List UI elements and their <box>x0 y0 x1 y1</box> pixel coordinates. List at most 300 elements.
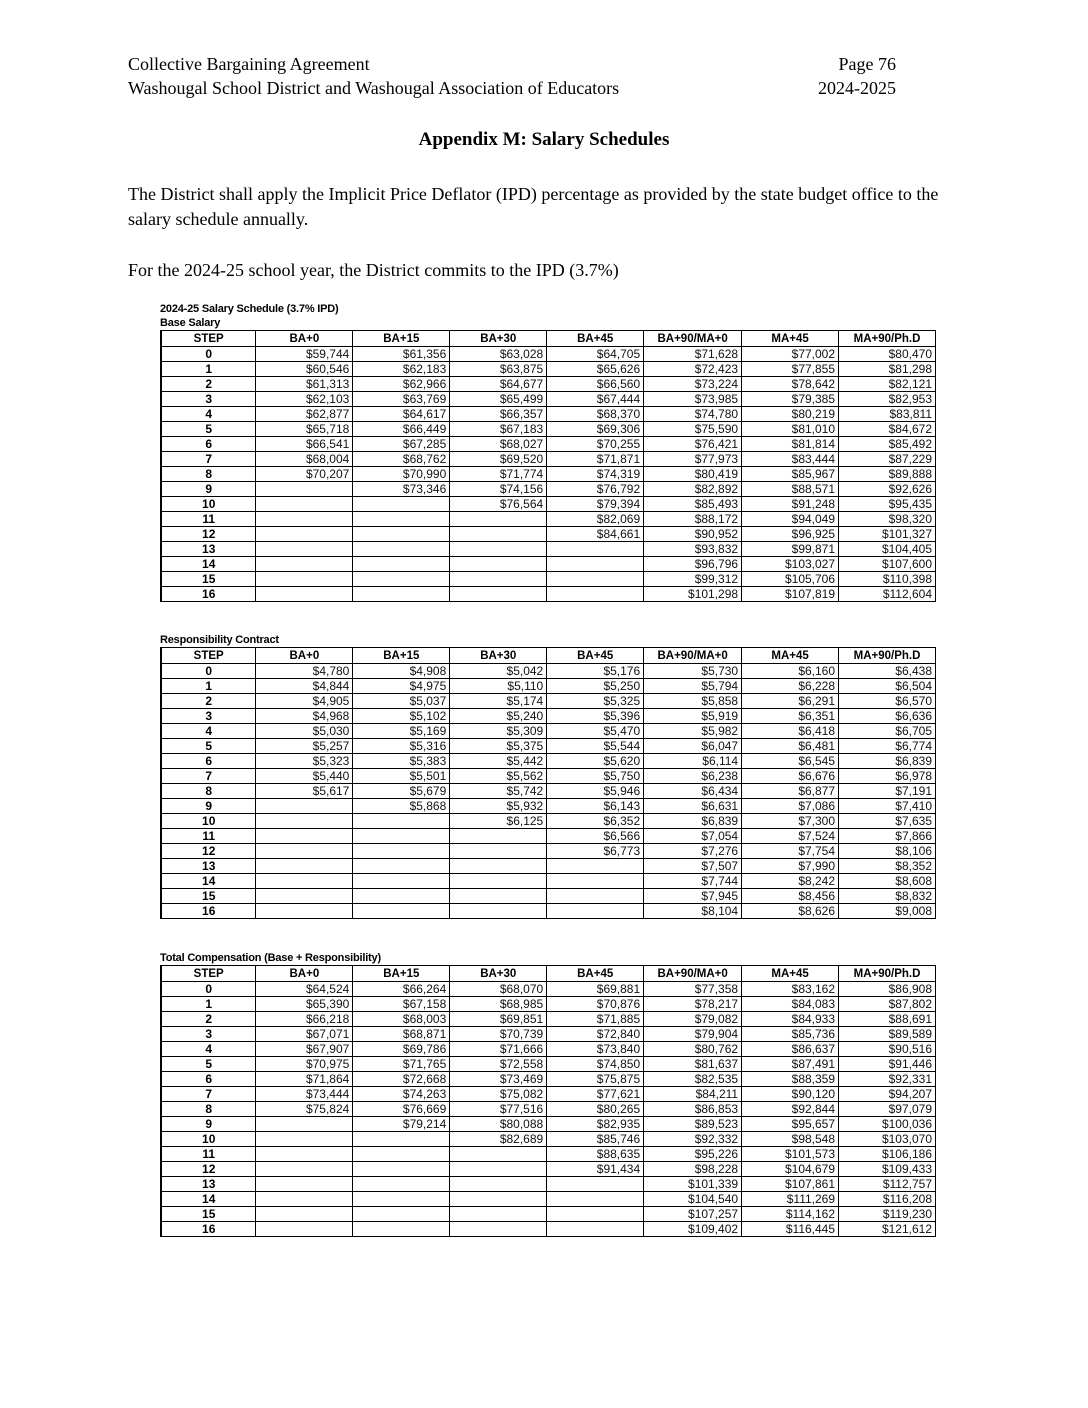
salary-cell: $95,435 <box>839 497 936 512</box>
salary-cell <box>450 904 547 919</box>
salary-cell <box>256 1207 353 1222</box>
salary-cell: $119,230 <box>839 1207 936 1222</box>
salary-cell: $6,481 <box>742 739 839 754</box>
column-header: MA+45 <box>742 648 839 664</box>
salary-cell: $64,677 <box>450 377 547 392</box>
salary-cell <box>256 482 353 497</box>
salary-cell: $4,975 <box>353 679 450 694</box>
salary-cell: $76,421 <box>644 437 742 452</box>
salary-cell: $5,396 <box>547 709 644 724</box>
table-row <box>161 859 936 874</box>
salary-cell: $72,668 <box>353 1072 450 1087</box>
salary-cell: $74,780 <box>644 407 742 422</box>
salary-cell: $67,907 <box>256 1042 353 1057</box>
table-row <box>161 1102 936 1117</box>
salary-cell: $107,861 <box>742 1177 839 1192</box>
salary-cell: $5,794 <box>644 679 742 694</box>
salary-cell: $73,224 <box>644 377 742 392</box>
salary-cell: $94,207 <box>839 1087 936 1102</box>
salary-cell <box>353 1177 450 1192</box>
header-parties: Washougal School District and Washougal Association of Educators <box>128 78 620 98</box>
column-header: BA+90/MA+0 <box>644 966 742 982</box>
table-row <box>161 542 936 557</box>
salary-cell: $5,383 <box>353 754 450 769</box>
salary-cell: $73,840 <box>547 1042 644 1057</box>
salary-cell: $5,240 <box>450 709 547 724</box>
salary-cell: $85,493 <box>644 497 742 512</box>
salary-cell: $4,908 <box>353 664 450 679</box>
responsibility-contract-schedule <box>160 633 936 919</box>
column-header: BA+15 <box>353 966 450 982</box>
salary-cell: $61,313 <box>256 377 353 392</box>
salary-cell: $77,358 <box>644 982 742 997</box>
step-cell: 13 <box>161 542 256 557</box>
column-header: BA+15 <box>353 648 450 664</box>
salary-cell: $88,691 <box>839 1012 936 1027</box>
table-row <box>161 844 936 859</box>
salary-cell: $6,631 <box>644 799 742 814</box>
step-cell: 2 <box>161 377 256 392</box>
salary-cell <box>256 829 353 844</box>
salary-cell <box>353 1147 450 1162</box>
table-row <box>161 1162 936 1177</box>
table-row <box>161 679 936 694</box>
salary-cell: $5,257 <box>256 739 353 754</box>
column-header: MA+90/Ph.D <box>839 966 936 982</box>
salary-cell: $89,589 <box>839 1027 936 1042</box>
salary-cell: $90,516 <box>839 1042 936 1057</box>
column-header: MA+45 <box>742 331 839 347</box>
salary-cell: $79,082 <box>644 1012 742 1027</box>
salary-cell: $6,228 <box>742 679 839 694</box>
salary-cell: $5,375 <box>450 739 547 754</box>
salary-cell: $85,967 <box>742 467 839 482</box>
salary-cell: $60,546 <box>256 362 353 377</box>
salary-cell: $65,718 <box>256 422 353 437</box>
salary-cell: $86,908 <box>839 982 936 997</box>
salary-cell <box>450 572 547 587</box>
salary-cell: $6,570 <box>839 694 936 709</box>
salary-cell: $82,535 <box>644 1072 742 1087</box>
salary-cell: $84,211 <box>644 1087 742 1102</box>
salary-cell <box>547 859 644 874</box>
salary-cell <box>450 1147 547 1162</box>
salary-cell <box>450 889 547 904</box>
salary-cell: $101,573 <box>742 1147 839 1162</box>
step-cell: 8 <box>161 467 256 482</box>
salary-cell: $80,219 <box>742 407 839 422</box>
salary-cell: $67,285 <box>353 437 450 452</box>
table-row <box>161 1177 936 1192</box>
salary-cell: $79,214 <box>353 1117 450 1132</box>
salary-cell <box>256 904 353 919</box>
salary-cell <box>450 527 547 542</box>
salary-cell <box>450 874 547 889</box>
step-cell: 10 <box>161 1132 256 1147</box>
salary-cell <box>547 1222 644 1237</box>
table-row <box>161 1207 936 1222</box>
salary-cell: $5,544 <box>547 739 644 754</box>
table-header-row <box>161 966 936 982</box>
salary-cell: $5,176 <box>547 664 644 679</box>
step-cell: 1 <box>161 997 256 1012</box>
salary-cell: $5,750 <box>547 769 644 784</box>
salary-cell: $116,208 <box>839 1192 936 1207</box>
salary-cell <box>256 1192 353 1207</box>
salary-cell: $62,103 <box>256 392 353 407</box>
step-cell: 3 <box>161 709 256 724</box>
salary-cell: $61,356 <box>353 347 450 362</box>
salary-cell <box>353 542 450 557</box>
column-header: MA+90/Ph.D <box>839 331 936 347</box>
step-cell: 7 <box>161 452 256 467</box>
column-header: BA+90/MA+0 <box>644 331 742 347</box>
table-row <box>161 437 936 452</box>
salary-cell: $73,346 <box>353 482 450 497</box>
salary-cell: $63,028 <box>450 347 547 362</box>
salary-cell: $6,774 <box>839 739 936 754</box>
salary-cell: $7,191 <box>839 784 936 799</box>
salary-cell <box>450 557 547 572</box>
salary-cell: $6,705 <box>839 724 936 739</box>
salary-cell: $67,071 <box>256 1027 353 1042</box>
table-row <box>161 754 936 769</box>
salary-cell: $85,746 <box>547 1132 644 1147</box>
table-row <box>161 452 936 467</box>
salary-cell: $109,402 <box>644 1222 742 1237</box>
table-row <box>161 739 936 754</box>
salary-cell: $81,298 <box>839 362 936 377</box>
salary-cell: $73,444 <box>256 1087 353 1102</box>
salary-cell <box>256 1162 353 1177</box>
column-header: MA+45 <box>742 966 839 982</box>
salary-cell <box>256 859 353 874</box>
salary-table <box>160 647 936 919</box>
salary-cell <box>353 1192 450 1207</box>
salary-cell <box>353 557 450 572</box>
table-row <box>161 557 936 572</box>
step-cell: 14 <box>161 874 256 889</box>
step-cell: 6 <box>161 754 256 769</box>
salary-cell: $76,669 <box>353 1102 450 1117</box>
step-cell: 8 <box>161 1102 256 1117</box>
step-cell: 4 <box>161 1042 256 1057</box>
salary-cell: $68,871 <box>353 1027 450 1042</box>
salary-cell: $83,811 <box>839 407 936 422</box>
salary-cell: $103,070 <box>839 1132 936 1147</box>
salary-cell: $68,370 <box>547 407 644 422</box>
salary-cell <box>547 1177 644 1192</box>
salary-cell: $66,264 <box>353 982 450 997</box>
salary-cell: $5,932 <box>450 799 547 814</box>
table-row <box>161 527 936 542</box>
salary-cell: $96,925 <box>742 527 839 542</box>
salary-cell: $7,054 <box>644 829 742 844</box>
column-header: BA+30 <box>450 966 547 982</box>
salary-cell: $4,844 <box>256 679 353 694</box>
step-cell: 5 <box>161 422 256 437</box>
salary-cell: $7,276 <box>644 844 742 859</box>
salary-cell: $88,571 <box>742 482 839 497</box>
salary-cell: $86,637 <box>742 1042 839 1057</box>
table-row <box>161 572 936 587</box>
salary-cell <box>450 844 547 859</box>
salary-cell: $89,523 <box>644 1117 742 1132</box>
salary-cell <box>256 889 353 904</box>
step-cell: 4 <box>161 724 256 739</box>
table-row <box>161 1027 936 1042</box>
column-header: STEP <box>161 648 256 664</box>
step-cell: 10 <box>161 497 256 512</box>
salary-cell: $71,871 <box>547 452 644 467</box>
salary-cell: $70,739 <box>450 1027 547 1042</box>
salary-cell: $65,390 <box>256 997 353 1012</box>
salary-cell <box>256 512 353 527</box>
salary-cell: $63,769 <box>353 392 450 407</box>
salary-cell <box>256 1147 353 1162</box>
header-doc-title: Collective Bargaining Agreement <box>128 54 370 74</box>
salary-cell: $75,082 <box>450 1087 547 1102</box>
salary-cell: $110,398 <box>839 572 936 587</box>
salary-cell <box>353 572 450 587</box>
salary-cell: $5,679 <box>353 784 450 799</box>
table-row <box>161 587 936 602</box>
salary-cell <box>547 557 644 572</box>
salary-cell: $104,540 <box>644 1192 742 1207</box>
salary-cell: $72,840 <box>547 1027 644 1042</box>
salary-cell: $74,850 <box>547 1057 644 1072</box>
salary-cell <box>256 1222 353 1237</box>
salary-cell: $68,027 <box>450 437 547 452</box>
table-row <box>161 709 936 724</box>
salary-cell: $88,635 <box>547 1147 644 1162</box>
schedule-title: 2024-25 Salary Schedule (3.7% IPD) <box>160 303 339 315</box>
salary-cell: $5,620 <box>547 754 644 769</box>
salary-cell: $5,250 <box>547 679 644 694</box>
salary-cell: $101,339 <box>644 1177 742 1192</box>
step-cell: 3 <box>161 1027 256 1042</box>
salary-cell: $6,434 <box>644 784 742 799</box>
salary-cell: $6,351 <box>742 709 839 724</box>
step-cell: 6 <box>161 437 256 452</box>
table-subtitle: Responsibility Contract <box>160 634 279 646</box>
table-row <box>161 889 936 904</box>
step-cell: 12 <box>161 1162 256 1177</box>
salary-cell: $90,952 <box>644 527 742 542</box>
page-title: Appendix M: Salary Schedules <box>418 129 670 150</box>
salary-cell: $95,226 <box>644 1147 742 1162</box>
salary-cell: $5,742 <box>450 784 547 799</box>
salary-cell <box>450 587 547 602</box>
salary-cell: $81,010 <box>742 422 839 437</box>
salary-cell <box>256 1117 353 1132</box>
salary-cell: $71,666 <box>450 1042 547 1057</box>
salary-cell: $107,257 <box>644 1207 742 1222</box>
salary-cell: $5,501 <box>353 769 450 784</box>
salary-cell: $8,832 <box>839 889 936 904</box>
salary-cell: $5,982 <box>644 724 742 739</box>
total-compensation-schedule <box>160 951 936 1237</box>
salary-cell: $78,642 <box>742 377 839 392</box>
column-header: BA+0 <box>256 648 353 664</box>
step-cell: 16 <box>161 1222 256 1237</box>
salary-cell: $85,492 <box>839 437 936 452</box>
step-cell: 14 <box>161 557 256 572</box>
step-cell: 1 <box>161 679 256 694</box>
header-year: 2024-2025 <box>818 78 896 98</box>
step-cell: 3 <box>161 392 256 407</box>
salary-cell: $73,469 <box>450 1072 547 1087</box>
salary-cell: $7,410 <box>839 799 936 814</box>
salary-cell: $70,990 <box>353 467 450 482</box>
salary-cell: $68,985 <box>450 997 547 1012</box>
salary-cell: $121,612 <box>839 1222 936 1237</box>
table-row <box>161 497 936 512</box>
salary-cell: $5,858 <box>644 694 742 709</box>
salary-cell: $82,935 <box>547 1117 644 1132</box>
salary-cell: $98,228 <box>644 1162 742 1177</box>
salary-cell: $7,300 <box>742 814 839 829</box>
salary-cell: $97,079 <box>839 1102 936 1117</box>
salary-cell: $81,637 <box>644 1057 742 1072</box>
step-cell: 1 <box>161 362 256 377</box>
salary-cell <box>353 904 450 919</box>
column-header: BA+0 <box>256 966 353 982</box>
salary-cell <box>353 1222 450 1237</box>
salary-cell: $7,744 <box>644 874 742 889</box>
salary-cell <box>450 859 547 874</box>
salary-cell: $80,265 <box>547 1102 644 1117</box>
salary-cell: $82,892 <box>644 482 742 497</box>
salary-cell: $4,905 <box>256 694 353 709</box>
ipd-paragraph: The District shall apply the Implicit Price Deflator (IPD) percentage as provided by the state budget office to the salary schedule annually. <box>128 184 939 229</box>
step-cell: 9 <box>161 799 256 814</box>
step-cell: 11 <box>161 512 256 527</box>
table-row <box>161 407 936 422</box>
salary-cell: $9,008 <box>839 904 936 919</box>
step-cell: 11 <box>161 1147 256 1162</box>
table-subtitle: Total Compensation (Base + Responsibility) <box>160 952 381 964</box>
step-cell: 5 <box>161 739 256 754</box>
table-row <box>161 1147 936 1162</box>
salary-cell: $6,676 <box>742 769 839 784</box>
salary-cell <box>353 512 450 527</box>
table-row <box>161 467 936 482</box>
table-row <box>161 347 936 362</box>
salary-cell: $5,730 <box>644 664 742 679</box>
salary-cell <box>450 1207 547 1222</box>
salary-table <box>160 965 936 1237</box>
salary-cell <box>256 874 353 889</box>
salary-cell: $7,635 <box>839 814 936 829</box>
salary-cell: $64,617 <box>353 407 450 422</box>
table-row <box>161 1222 936 1237</box>
salary-cell: $5,470 <box>547 724 644 739</box>
column-header: BA+15 <box>353 331 450 347</box>
salary-cell: $84,933 <box>742 1012 839 1027</box>
salary-cell: $8,352 <box>839 859 936 874</box>
salary-cell: $77,516 <box>450 1102 547 1117</box>
salary-cell: $71,765 <box>353 1057 450 1072</box>
salary-cell <box>353 859 450 874</box>
salary-cell <box>256 1132 353 1147</box>
salary-cell: $77,855 <box>742 362 839 377</box>
column-header: BA+45 <box>547 331 644 347</box>
salary-cell: $79,904 <box>644 1027 742 1042</box>
salary-cell: $100,036 <box>839 1117 936 1132</box>
salary-cell: $68,004 <box>256 452 353 467</box>
table-header-row <box>161 331 936 347</box>
salary-cell: $71,885 <box>547 1012 644 1027</box>
salary-cell: $81,814 <box>742 437 839 452</box>
salary-cell: $86,853 <box>644 1102 742 1117</box>
table-row <box>161 422 936 437</box>
salary-cell: $87,491 <box>742 1057 839 1072</box>
salary-cell: $80,419 <box>644 467 742 482</box>
salary-cell: $75,824 <box>256 1102 353 1117</box>
salary-cell: $92,626 <box>839 482 936 497</box>
salary-cell: $92,332 <box>644 1132 742 1147</box>
salary-cell: $4,780 <box>256 664 353 679</box>
table-row <box>161 769 936 784</box>
salary-cell <box>256 844 353 859</box>
salary-cell: $66,449 <box>353 422 450 437</box>
salary-cell: $5,919 <box>644 709 742 724</box>
salary-cell: $5,440 <box>256 769 353 784</box>
step-cell: 2 <box>161 694 256 709</box>
salary-cell: $94,049 <box>742 512 839 527</box>
salary-cell: $8,456 <box>742 889 839 904</box>
salary-cell: $91,248 <box>742 497 839 512</box>
salary-cell: $5,868 <box>353 799 450 814</box>
salary-cell: $69,881 <box>547 982 644 997</box>
salary-cell: $65,499 <box>450 392 547 407</box>
salary-cell: $8,242 <box>742 874 839 889</box>
salary-cell: $78,217 <box>644 997 742 1012</box>
step-cell: 0 <box>161 982 256 997</box>
salary-cell: $70,207 <box>256 467 353 482</box>
salary-cell: $7,754 <box>742 844 839 859</box>
salary-cell: $5,325 <box>547 694 644 709</box>
table-row <box>161 814 936 829</box>
salary-cell: $107,819 <box>742 587 839 602</box>
salary-cell: $92,331 <box>839 1072 936 1087</box>
salary-cell: $7,990 <box>742 859 839 874</box>
column-header: BA+30 <box>450 331 547 347</box>
salary-cell: $79,385 <box>742 392 839 407</box>
salary-cell <box>353 587 450 602</box>
salary-cell: $116,445 <box>742 1222 839 1237</box>
salary-cell: $62,183 <box>353 362 450 377</box>
salary-cell: $5,102 <box>353 709 450 724</box>
salary-cell <box>547 1207 644 1222</box>
salary-cell: $101,298 <box>644 587 742 602</box>
salary-cell: $6,566 <box>547 829 644 844</box>
salary-cell: $69,520 <box>450 452 547 467</box>
salary-cell <box>256 527 353 542</box>
salary-cell: $6,504 <box>839 679 936 694</box>
salary-cell: $84,672 <box>839 422 936 437</box>
salary-cell: $6,773 <box>547 844 644 859</box>
salary-cell: $6,160 <box>742 664 839 679</box>
salary-cell: $82,953 <box>839 392 936 407</box>
salary-cell <box>256 799 353 814</box>
salary-cell: $66,357 <box>450 407 547 422</box>
salary-cell: $76,792 <box>547 482 644 497</box>
step-cell: 8 <box>161 784 256 799</box>
salary-cell: $66,541 <box>256 437 353 452</box>
step-cell: 6 <box>161 1072 256 1087</box>
